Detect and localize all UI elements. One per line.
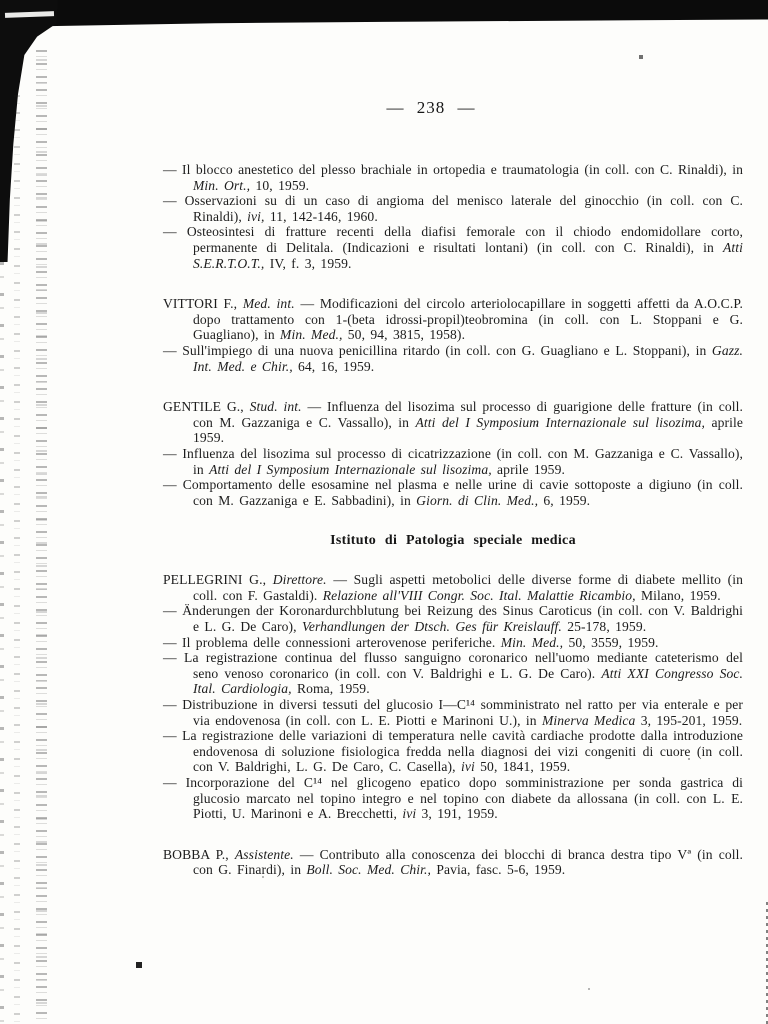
text-segment: GENTILE G., [163, 399, 250, 415]
text-segment: Milano, 1959. [635, 587, 721, 603]
text-segment: — Sugli aspetti metobolici delle diverse forme di diabete mellito (in coll. con F. Gastaldi). [193, 572, 743, 603]
bibliography-entry [163, 477, 743, 508]
text-segment: 50, 94, 3815, 1958). [342, 327, 466, 343]
italic-segment: Atti XXI Congresso Soc. Ital. Cardiologia, [193, 665, 743, 697]
italic-segment: Assistente. [234, 846, 294, 862]
text-segment: 6, 1959. [538, 492, 591, 508]
bibliography-block [163, 533, 743, 822]
bibliography-list [163, 162, 743, 878]
italic-segment: Boll. Soc. Med. Chir., [306, 862, 432, 878]
text-segment: VITTORI F., [163, 296, 243, 312]
text-segment: 25-178, 1959. [561, 619, 647, 635]
scan-gutter-streak [0, 262, 4, 1024]
italic-segment: Gazz. Int. Med. e Chir., [193, 342, 743, 374]
text-segment: 10, 1959. [250, 177, 310, 193]
text-segment: 64, 16, 1959. [292, 358, 375, 374]
text-segment: 50, 1841, 1959. [474, 759, 571, 775]
text-segment: — Incorporazione del C¹⁴ nel glicogeno epatico dopo somministrazione per sonda gastrica di glucosio marcato nel topino integro e nel topino con diabete da allossana (in coll. con L. E. Piotti, U. Marinoni e A. Brecchetti, [163, 775, 743, 822]
text-segment: — Sull'impiego di una nuova penicillina ritardo (in coll. con G. Guagliano e L. Stoppani), in [163, 342, 712, 358]
italic-segment: Giorn. di Clin. Med., [416, 492, 539, 508]
bibliography-entry [163, 697, 743, 728]
italic-segment: ivi [460, 759, 475, 775]
text-segment: — Modificazioni del circolo arteriolocapillare in soggetti affetti da A.O.C.P. dopo trattamento con 1-(beta idrossi-propil)teobromina (in coll. con L. Stoppani e G. Guagliano), in [193, 296, 743, 343]
text-segment: 11, 142-146, 1960. [264, 208, 378, 224]
bibliography-entry [163, 847, 743, 878]
italic-segment: Verhandlungen der Dtsch. Ges für Kreislauff. [301, 619, 562, 635]
bibliography-entry [163, 296, 743, 343]
text-segment: — Distribuzione in diversi tessuti del glucosio I—C¹⁴ somministrato nel ratto per via enterale e per via endovenosa (in coll. con L. E. Piotti e Marinoni U.), in [163, 697, 743, 728]
italic-segment: Min. Ort., [193, 177, 251, 193]
text-segment: — Comportamento delle esosamine nel plasma e nelle urine di cavie sottoposte a digiuno (in coll. con M. Gazzaniga e E. Sabbadini), in [163, 477, 743, 508]
text-segment: aprile 1959. [193, 414, 743, 446]
italic-segment: Atti del I Symposium Internazionale sul lisozima, [415, 414, 706, 430]
scan-gutter-streak [14, 95, 20, 1024]
italic-segment: Atti del I Symposium Internazionale sul lisozima, [209, 461, 492, 477]
text-segment: — Änderungen der Koronardurchblutung bei Reizung des Sinus Caroticus (in coll. con V. Baldrighi e L. G. De Caro), [163, 603, 743, 635]
bibliography-entry [163, 224, 743, 271]
italic-segment: Minerva Medica [541, 712, 636, 728]
text-segment: Roma, 1959. [291, 681, 370, 697]
italic-segment: Min. Med., [280, 327, 343, 343]
text-segment: — Osteosintesi di fratture recenti della diafisi femorale con il chiodo endomidollare corto, permanente di Delitala. (Indicazioni e risultati lontani) (in coll. con C. Rinaldi), in [163, 224, 743, 255]
italic-segment: Stud. int. [249, 399, 302, 415]
bibliography-block [163, 162, 743, 271]
bibliography-entry [163, 650, 743, 697]
text-segment: BOBBA P., [163, 846, 235, 862]
bibliography-entry [163, 446, 743, 477]
italic-segment: Min. Med., [500, 634, 564, 650]
text-segment: 3, 195-201, 1959. [635, 712, 743, 728]
bibliography-entry [163, 162, 743, 193]
text-segment: IV, f. 3, 1959. [264, 255, 352, 271]
text-segment: — Influenza del lisozima sul processo di cicatrizzazione (in coll. con M. Gazzaniga e C. Vassallo), in [163, 445, 743, 477]
bibliography-block [163, 847, 743, 878]
text-segment: — La registrazione continua del flusso sanguigno coronarico nell'uomo mediante cateterismo del seno venoso coronarico (in coll. con V. Baldrighi e L. G. De Caro). [163, 650, 743, 681]
scan-speckles [0, 0, 2, 2]
text-segment: Pavia, fasc. 5-6, 1959. [431, 862, 566, 878]
italic-segment: Atti S.E.R.T.O.T., [193, 239, 743, 271]
bibliography-block [163, 399, 743, 508]
section-heading: Istituto di Patologia speciale medica [330, 533, 576, 549]
bibliography-entry [163, 775, 743, 822]
bibliography-entry [163, 343, 743, 374]
text-segment: — Osservazioni su di un caso di angioma del menisco laterale del ginocchio (in coll. con C. Rinaldi), [163, 193, 743, 224]
text-segment: — Il problema delle connessioni arterovenose periferiche. [163, 634, 501, 650]
italic-segment: Relazione all'VIII Congr. Soc. Ital. Malattie Ricambio, [322, 587, 636, 603]
bibliography-entry [163, 193, 743, 224]
italic-segment: ivi [402, 806, 417, 822]
text-segment: 50, 3559, 1959. [563, 634, 659, 650]
bibliography-entry [163, 728, 743, 775]
bibliography-entry [163, 572, 743, 603]
text-segment: aprile 1959. [491, 461, 565, 477]
text-segment: — Influenza del lisozima sul processo di guarigione delle fratture (in coll. con M. Gazzaniga e C. Vassallo), in [193, 399, 743, 430]
bibliography-entry [163, 603, 743, 634]
text-segment: — La registrazione delle variazioni di temperatura nelle cavità cardiache prodotte dalla introduzione endovenosa di soluzione fisiologica fredda nella diagnosi dei vizi congeniti di cuore (in coll. con V. Baldrighi, L. G. De Caro, C. Casella), [163, 728, 743, 775]
scan-gutter-streak [36, 50, 47, 1024]
text-segment: PELLEGRINI G., [163, 572, 273, 588]
bibliography-entry [163, 399, 743, 446]
text-segment: — Contributo alla conoscenza dei blocchi di branca destra tipo Vª (in coll. con G. Finardi), in [193, 846, 743, 878]
bibliography-block [163, 296, 743, 374]
text-segment: — Il blocco anestetico del plesso brachiale in ortopedia e traumatologia (in coll. con C. Rinaldi), in [163, 162, 743, 177]
scan-top-edge-band [0, 0, 768, 27]
bibliography-entry [163, 635, 743, 651]
italic-segment: ivi, [247, 208, 265, 224]
page-number: — 238 — [386, 98, 476, 117]
text-segment: 3, 191, 1959. [416, 806, 498, 822]
italic-segment: Med. int. [242, 296, 295, 312]
scan-binding-blob [0, 0, 58, 262]
italic-segment: Direttore. [272, 572, 327, 588]
